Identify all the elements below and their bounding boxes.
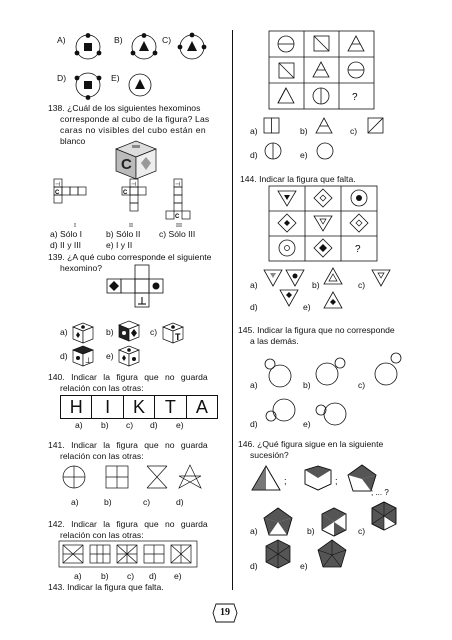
q138-opt-a: a) Sólo I (50, 229, 83, 239)
q139-line1: 139. ¿A qué cubo corresponde el siguiente (48, 252, 212, 262)
q139-cube-b (116, 318, 142, 344)
q142-opt-a: a) (74, 571, 82, 581)
q145-opt-b: b) (303, 380, 311, 390)
column-divider (232, 30, 233, 590)
q146-fig-c (368, 500, 400, 532)
q145-line1: 145. Indicar la figura que no corresponde (238, 325, 395, 335)
q142-figures (58, 540, 198, 568)
q146-opt-e: e) (300, 561, 308, 571)
q146-opt-d: d) (250, 561, 258, 571)
figure-option-b (126, 33, 162, 61)
q146-opt-b: b) (307, 526, 315, 536)
q140-opt-a: a) (75, 420, 83, 430)
q139-hexomino (106, 263, 178, 319)
q142-line1: 142. Indicar la figura que no guarda (48, 519, 208, 529)
q144-fig-e (322, 290, 344, 312)
q145-fig-b (313, 356, 347, 390)
q141-opt-d: d) (176, 497, 184, 507)
q146-fig-b (318, 506, 350, 538)
roman-ii: II (129, 223, 133, 229)
option-b-label: B) (114, 35, 123, 45)
q145-fig-c (370, 352, 404, 388)
q144-fig-d (278, 288, 300, 310)
q139-opt-e: e) (106, 351, 114, 361)
q138-net-1 (52, 178, 92, 208)
q140-opt-d: d) (150, 420, 158, 430)
q146-end: ; ... ? (371, 488, 389, 497)
q139-opt-b: b) (106, 327, 114, 337)
q146-line1: 146. ¿Qué figura sigue en la siguiente (238, 439, 384, 449)
q140-letter-h: H (61, 396, 92, 418)
q143-mark: ? (352, 92, 358, 103)
q141-line1: 141. Indicar la figura que no guarda (48, 440, 208, 450)
q146-fig-d (262, 538, 294, 570)
option-c-label: C) (162, 35, 172, 45)
q140-opt-e: e) (176, 420, 184, 430)
q140-line2: relación con las otras: (60, 383, 144, 393)
q140-line1: 140. Indicar la figura que no guarda (48, 372, 208, 382)
q138-line3: caras no visibles del cubo están en (60, 125, 207, 135)
q143-fig-e (314, 140, 336, 162)
q144-title: 144. Indicar la figura que falta. (240, 174, 356, 184)
option-d-label: D) (57, 73, 67, 83)
q143-opt-e: e) (300, 150, 308, 160)
q142-opt-d: d) (149, 571, 157, 581)
svg-text:⊣: ⊣ (131, 182, 137, 188)
q139-line2: hexomino? (60, 263, 103, 273)
q144-opt-c: c) (358, 280, 366, 290)
q143-fig-a (262, 116, 282, 136)
q144-fig-b (322, 266, 344, 288)
q142-opt-b: b) (101, 571, 109, 581)
q138-opt-b: b) Sólo II (106, 229, 141, 239)
q138-line4: blanco (60, 136, 86, 146)
q139-opt-d: d) (60, 351, 68, 361)
q144-mark: ? (355, 244, 361, 255)
option-e-label: E) (111, 73, 120, 83)
q144-opt-a: a) (250, 280, 258, 290)
q138-line1: 138. ¿Cuál de los siguientes hexominos (48, 103, 201, 113)
q138-opt-e: e) I y II (106, 240, 133, 250)
q144-grid (268, 185, 380, 263)
q140-letter-a: A (195, 397, 208, 417)
q146-line2: sucesión? (250, 450, 289, 460)
svg-text:T: T (175, 332, 181, 342)
q141-figures (56, 462, 206, 494)
roman-i: I (74, 223, 76, 229)
q138-net-3 (164, 178, 204, 222)
q139-cube-d (70, 343, 96, 369)
q141-opt-b: b) (104, 497, 112, 507)
q145-opt-d: d) (250, 419, 258, 429)
q146-sep-1: ; (284, 476, 287, 486)
q140-opt-b: b) (101, 420, 109, 430)
q140-letter-k: K (124, 396, 155, 418)
q144-fig-c (370, 268, 392, 290)
svg-text:C: C (123, 190, 128, 196)
q138-opt-d: d) II y III (50, 240, 82, 250)
q139-opt-c: c) (150, 327, 158, 337)
q143-fig-d (262, 140, 284, 162)
q143-opt-d: d) (250, 150, 258, 160)
q140-opt-c: c) (126, 420, 134, 430)
q138-net-2 (120, 178, 160, 214)
q141-line2: relación con las otras: (60, 451, 144, 461)
q138-line2: corresponde al cubo de la figura? Las (60, 114, 210, 124)
q145-fig-d (262, 396, 296, 428)
q138-opt-c: c) Sólo III (159, 229, 196, 239)
figure-option-e (125, 70, 155, 100)
svg-text:C: C (121, 156, 132, 173)
page-number-badge (212, 602, 238, 624)
q146-fig-e (316, 538, 348, 570)
q144-opt-b: b) (312, 280, 320, 290)
svg-text:C: C (175, 214, 180, 220)
q145-opt-c: c) (358, 380, 366, 390)
figure-option-a (70, 33, 106, 61)
q145-line2: a las demás. (250, 336, 299, 346)
q145-opt-a: a) (250, 380, 258, 390)
q140-letter-i: I (92, 396, 123, 418)
q142-opt-c: c) (127, 571, 135, 581)
q139-opt-a: a) (60, 327, 68, 337)
q144-opt-d: d) (250, 302, 258, 312)
svg-text:C: C (55, 190, 60, 196)
option-a-label: A) (57, 35, 66, 45)
q143-fig-c (366, 116, 388, 138)
q141-opt-c: c) (143, 497, 151, 507)
figure-option-c (174, 31, 210, 63)
q144-fig-a (262, 268, 306, 290)
q143-opt-b: b) (300, 126, 308, 136)
roman-iii: III (176, 223, 182, 229)
q143-opt-c: c) (350, 126, 358, 136)
q142-line2: relación con las otras: (60, 530, 144, 540)
q146-opt-c: c) (358, 526, 366, 536)
q140-letter-strip (60, 395, 218, 419)
q145-fig-a (262, 356, 294, 390)
q146-sequence (250, 462, 410, 498)
q146-opt-a: a) (250, 526, 258, 536)
q144-opt-e: e) (303, 302, 311, 312)
q142-opt-e: e) (174, 571, 182, 581)
q145-opt-e: e) (303, 419, 311, 429)
q141-opt-a: a) (71, 497, 79, 507)
figure-option-d (70, 70, 106, 100)
svg-text:⊣: ⊣ (175, 182, 181, 188)
svg-text:⊣: ⊣ (55, 182, 61, 188)
q139-cube-c (160, 320, 186, 346)
q146-fig-a (262, 506, 294, 538)
q146-sep-2: ; (335, 476, 338, 486)
q140-letter-t: T (155, 396, 186, 418)
page-number: 19 (220, 607, 230, 618)
q143-opt-a: a) (250, 126, 258, 136)
q143-grid (268, 30, 376, 110)
q143-title: 143. Indicar la figura que falta. (48, 582, 164, 592)
svg-text:⊥: ⊥ (85, 356, 92, 365)
q138-cube (110, 135, 162, 181)
q139-cube-e (116, 343, 142, 369)
q143-fig-b (314, 116, 334, 136)
q145-fig-e (313, 396, 349, 430)
